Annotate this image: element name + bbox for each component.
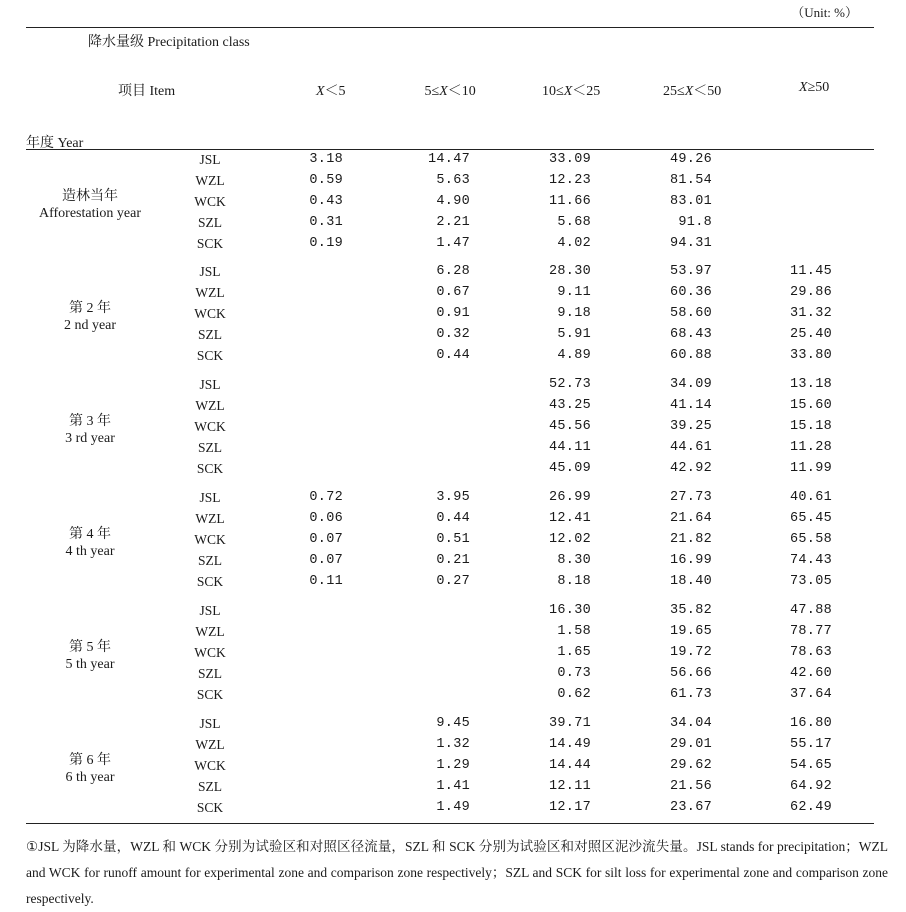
table-cell: 78.63 bbox=[789, 645, 832, 661]
table-cell: 1.65 bbox=[557, 645, 591, 661]
row-item-label: SZL bbox=[197, 440, 222, 456]
table-cell: 18.40 bbox=[669, 574, 712, 590]
row-item-label: WCK bbox=[194, 419, 226, 435]
table-cell: 62.49 bbox=[789, 800, 832, 816]
column-header-prefix: 25≤ bbox=[663, 84, 685, 99]
table-cell: 0.32 bbox=[436, 327, 470, 343]
table-cell: 0.59 bbox=[309, 173, 343, 189]
table-cell: 23.67 bbox=[669, 800, 712, 816]
year-label-cn: 第 4 年 bbox=[69, 526, 111, 542]
year-label-en: 2 nd year bbox=[63, 317, 117, 333]
table-cell: 2.21 bbox=[436, 215, 470, 231]
table-cell: 29.62 bbox=[669, 758, 712, 774]
table-cell: 65.58 bbox=[789, 532, 832, 548]
table-cell: 0.51 bbox=[436, 532, 470, 548]
table-cell: 4.90 bbox=[436, 194, 470, 210]
row-item-label: SCK bbox=[196, 687, 224, 703]
table-cell: 0.11 bbox=[309, 574, 343, 590]
column-header-variable: X bbox=[563, 84, 573, 99]
table-cell: 39.25 bbox=[669, 419, 712, 435]
row-item-label: SCK bbox=[196, 461, 224, 477]
row-item-label: WCK bbox=[194, 194, 226, 210]
row-item-label: WZL bbox=[195, 173, 225, 189]
table-cell: 49.26 bbox=[669, 152, 712, 167]
table-cell: 83.01 bbox=[669, 194, 712, 210]
year-label-cn: 第 2 年 bbox=[69, 300, 111, 316]
table-cell: 53.97 bbox=[669, 264, 712, 279]
table-cell: 5.68 bbox=[557, 215, 591, 231]
year-label-cn: 第 6 年 bbox=[69, 752, 111, 768]
year-label-en: 5 th year bbox=[65, 656, 115, 672]
column-header-4 bbox=[663, 80, 721, 100]
table-cell: 0.27 bbox=[436, 574, 470, 590]
row-item-label: SCK bbox=[196, 348, 224, 364]
row-item-label: WCK bbox=[194, 532, 226, 548]
table-cell: 8.30 bbox=[557, 553, 591, 569]
table-cell: 4.89 bbox=[557, 348, 591, 364]
column-header-prefix: 10≤ bbox=[542, 84, 564, 99]
table-cell: 41.14 bbox=[669, 398, 712, 414]
table-cell: 26.99 bbox=[548, 490, 591, 505]
row-item-label: WZL bbox=[195, 285, 225, 301]
table-cell: 12.23 bbox=[548, 173, 591, 189]
row-item-label: SCK bbox=[196, 236, 224, 252]
column-header-suffix: ＜25 bbox=[572, 84, 601, 99]
table-cell: 68.43 bbox=[669, 327, 712, 343]
column-header-prefix: 5≤ bbox=[424, 84, 440, 99]
table-cell: 42.60 bbox=[789, 666, 832, 682]
column-header-5 bbox=[799, 80, 829, 96]
row-item-label: SZL bbox=[197, 327, 222, 343]
column-header-suffix: ≥50 bbox=[807, 80, 830, 95]
footnote: ①JSL 为降水量，WZL 和 WCK 分别为试验区和对照区径流量，SZL 和 SCK 分别为试验区和对照区泥沙流失量。JSL stands for precipitation；WZL and WCK for runoff amount for experimental zone and comparison zone respectively；SZL and SCK for silt loss for experimental zone and comparison zone respectively. bbox=[26, 839, 888, 906]
table-cell: 56.66 bbox=[669, 666, 712, 682]
table-cell: 14.47 bbox=[427, 152, 470, 167]
table-cell: 91.8 bbox=[678, 215, 712, 231]
year-label bbox=[20, 300, 160, 334]
year-label-en: 6 th year bbox=[65, 769, 115, 785]
table-cell: 60.88 bbox=[669, 348, 712, 364]
table-cell: 0.21 bbox=[436, 553, 470, 569]
row-item-label: JSL bbox=[199, 490, 221, 505]
table-cell: 3.18 bbox=[309, 152, 343, 167]
table-cell: 27.73 bbox=[669, 490, 712, 505]
year-label-cn: 第 3 年 bbox=[69, 413, 111, 429]
year-label-cn: 第 5 年 bbox=[69, 639, 111, 655]
table-cell: 78.77 bbox=[789, 624, 832, 640]
table-cell: 13.18 bbox=[789, 377, 832, 392]
table-cell: 54.65 bbox=[789, 758, 832, 774]
table-cell: 0.43 bbox=[309, 194, 343, 210]
table-cell: 0.19 bbox=[309, 236, 343, 252]
table-cell: 31.32 bbox=[789, 306, 832, 322]
table-cell: 55.17 bbox=[789, 737, 832, 753]
table-cell: 12.41 bbox=[548, 511, 591, 527]
table-cell: 34.09 bbox=[669, 377, 712, 392]
year-label-cn: 造林当年 bbox=[62, 188, 118, 204]
table-cell: 9.45 bbox=[436, 716, 470, 731]
table-cell: 64.92 bbox=[789, 779, 832, 795]
table-cell: 33.09 bbox=[548, 152, 591, 167]
table-cell: 19.72 bbox=[669, 645, 712, 661]
row-item-label: WCK bbox=[194, 758, 226, 774]
table-cell: 12.17 bbox=[548, 800, 591, 816]
year-label bbox=[20, 188, 160, 222]
table-cell: 0.31 bbox=[309, 215, 343, 231]
table-cell: 11.66 bbox=[548, 194, 591, 210]
table-cell: 37.64 bbox=[789, 687, 832, 703]
top-rule bbox=[26, 27, 874, 28]
table-cell: 74.43 bbox=[789, 553, 832, 569]
table-cell: 3.95 bbox=[436, 490, 470, 505]
column-header-1 bbox=[316, 80, 346, 100]
table-cell: 1.41 bbox=[436, 779, 470, 795]
table-cell: 0.72 bbox=[309, 490, 343, 505]
row-item-label: WCK bbox=[194, 306, 226, 322]
column-header-variable: X bbox=[799, 80, 808, 95]
table-cell: 0.62 bbox=[557, 687, 591, 703]
row-item-label: SZL bbox=[197, 666, 222, 682]
column-header-suffix: ＜50 bbox=[693, 84, 722, 99]
table-bottom-rule bbox=[26, 823, 874, 824]
table-cell: 35.82 bbox=[669, 603, 712, 618]
table-cell: 16.30 bbox=[548, 603, 591, 618]
table-cell: 28.30 bbox=[548, 264, 591, 279]
table-cell: 15.18 bbox=[789, 419, 832, 435]
table-cell: 19.65 bbox=[669, 624, 712, 640]
row-item-label: SCK bbox=[196, 574, 224, 590]
table-cell: 58.60 bbox=[669, 306, 712, 322]
table-cell: 4.02 bbox=[557, 236, 591, 252]
table-cell: 44.61 bbox=[669, 440, 712, 456]
table-cell: 33.80 bbox=[789, 348, 832, 364]
row-item-label: WZL bbox=[195, 511, 225, 527]
table-cell: 29.86 bbox=[789, 285, 832, 301]
table-cell: 0.07 bbox=[309, 532, 343, 548]
table-cell: 14.49 bbox=[548, 737, 591, 753]
table-cell: 0.07 bbox=[309, 553, 343, 569]
row-item-label: WCK bbox=[194, 645, 226, 661]
table-cell: 21.64 bbox=[669, 511, 712, 527]
table-cell: 21.82 bbox=[669, 532, 712, 548]
table-cell: 0.44 bbox=[436, 511, 470, 527]
year-label-en: 3 rd year bbox=[65, 430, 115, 446]
table-cell: 81.54 bbox=[669, 173, 712, 189]
year-label-en: Afforestation year bbox=[39, 205, 141, 221]
table-cell: 40.61 bbox=[789, 490, 832, 505]
column-header-3 bbox=[542, 80, 600, 100]
row-item-label: JSL bbox=[199, 603, 221, 618]
table-cell: 1.29 bbox=[436, 758, 470, 774]
table-cell: 6.28 bbox=[436, 264, 470, 279]
unit-label: （Unit: %） bbox=[791, 5, 858, 20]
table-cell: 1.49 bbox=[436, 800, 470, 816]
column-header-2 bbox=[425, 80, 476, 100]
table-cell: 39.71 bbox=[548, 716, 591, 731]
table-cell: 14.44 bbox=[548, 758, 591, 774]
year-label bbox=[20, 752, 160, 786]
column-header-variable: X bbox=[316, 84, 325, 99]
table-cell: 11.45 bbox=[789, 264, 832, 279]
row-item-label: SZL bbox=[197, 215, 222, 231]
table-cell: 73.05 bbox=[789, 574, 832, 590]
header-item: 项目 Item bbox=[118, 84, 176, 99]
table-cell: 29.01 bbox=[669, 737, 712, 753]
table-cell: 12.02 bbox=[548, 532, 591, 548]
table-cell: 34.04 bbox=[669, 716, 712, 731]
table-cell: 5.91 bbox=[557, 327, 591, 343]
row-item-label: JSL bbox=[199, 152, 221, 167]
table-cell: 43.25 bbox=[548, 398, 591, 414]
table-cell: 9.18 bbox=[557, 306, 591, 322]
table-cell: 16.99 bbox=[669, 553, 712, 569]
year-label bbox=[20, 526, 160, 560]
row-item-label: JSL bbox=[199, 716, 221, 731]
header-bottom-rule bbox=[26, 149, 874, 150]
table-cell: 0.67 bbox=[436, 285, 470, 301]
row-item-label: WZL bbox=[195, 624, 225, 640]
column-header-suffix: ＜10 bbox=[447, 84, 476, 99]
header-year: 年度 Year bbox=[26, 136, 84, 151]
row-item-label: SZL bbox=[197, 553, 222, 569]
table-cell: 1.47 bbox=[436, 236, 470, 252]
header-precip-class: 降水量级 Precipitation class bbox=[88, 35, 250, 50]
row-item-label: JSL bbox=[199, 264, 221, 279]
row-item-label: WZL bbox=[195, 398, 225, 414]
table-cell: 9.11 bbox=[557, 285, 591, 301]
column-header-suffix: ＜5 bbox=[324, 84, 346, 99]
table-cell: 11.99 bbox=[789, 461, 832, 477]
column-header-variable: X bbox=[684, 84, 694, 99]
year-label bbox=[20, 639, 160, 673]
table-cell: 0.06 bbox=[309, 511, 343, 527]
table-cell: 52.73 bbox=[548, 377, 591, 392]
table-cell: 12.11 bbox=[548, 779, 591, 795]
table-cell: 60.36 bbox=[669, 285, 712, 301]
table-cell: 65.45 bbox=[789, 511, 832, 527]
table-cell: 0.44 bbox=[436, 348, 470, 364]
column-header-variable: X bbox=[439, 84, 448, 99]
table-cell: 1.32 bbox=[436, 737, 470, 753]
table-cell: 45.09 bbox=[548, 461, 591, 477]
table-cell: 45.56 bbox=[548, 419, 591, 435]
table-cell: 25.40 bbox=[789, 327, 832, 343]
table-cell: 61.73 bbox=[669, 687, 712, 703]
row-item-label: SZL bbox=[197, 779, 222, 795]
table-cell: 47.88 bbox=[789, 603, 832, 618]
table-cell: 42.92 bbox=[669, 461, 712, 477]
table-cell: 1.58 bbox=[557, 624, 591, 640]
table-cell: 15.60 bbox=[789, 398, 832, 414]
table-cell: 0.73 bbox=[557, 666, 591, 682]
table-cell: 16.80 bbox=[789, 716, 832, 731]
table-cell: 21.56 bbox=[669, 779, 712, 795]
table-cell: 94.31 bbox=[669, 236, 712, 252]
year-label-en: 4 th year bbox=[65, 543, 115, 559]
row-item-label: WZL bbox=[195, 737, 225, 753]
table-cell: 0.91 bbox=[436, 306, 470, 322]
row-item-label: JSL bbox=[199, 377, 221, 392]
table-cell: 5.63 bbox=[436, 173, 470, 189]
table-cell: 11.28 bbox=[789, 440, 832, 456]
year-label bbox=[20, 413, 160, 447]
table-cell: 44.11 bbox=[548, 440, 591, 456]
row-item-label: SCK bbox=[196, 800, 224, 816]
table-cell: 8.18 bbox=[557, 574, 591, 590]
